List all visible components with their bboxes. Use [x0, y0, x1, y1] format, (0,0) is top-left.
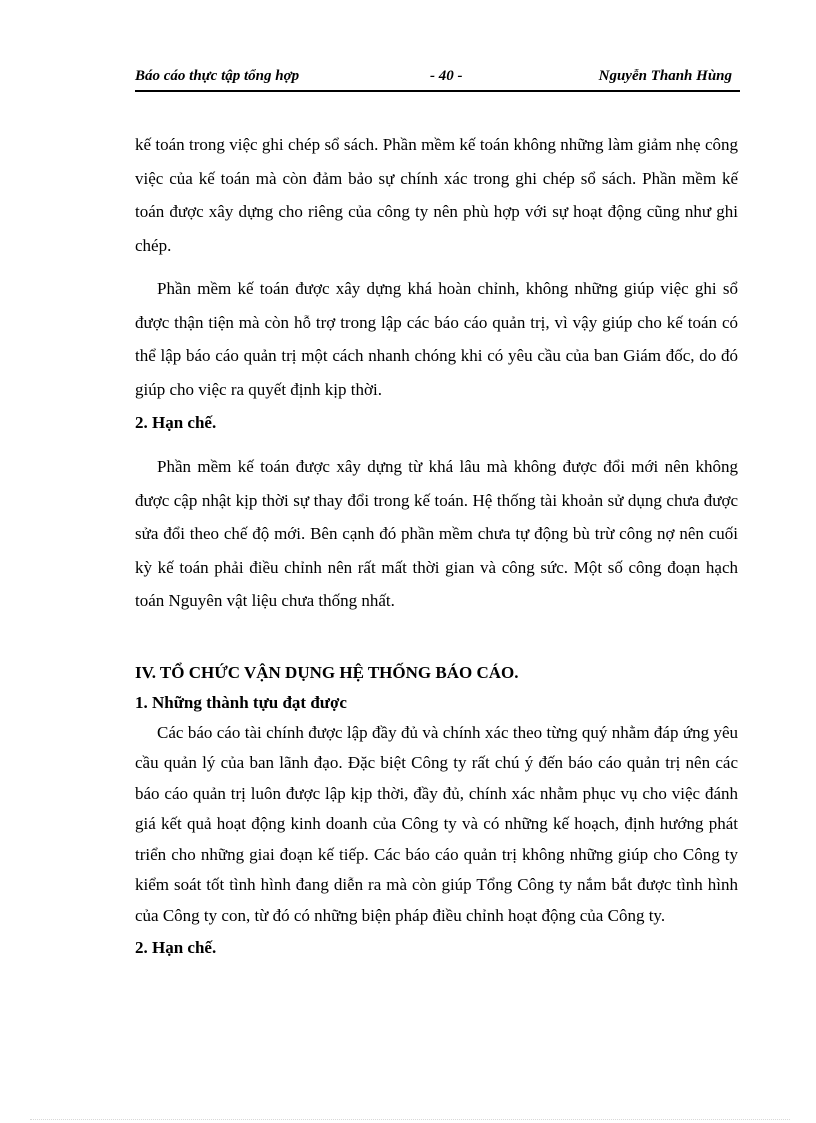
page-bottom-border — [30, 1119, 790, 1120]
page-header — [135, 66, 740, 92]
section-heading-reporting-system: IV. TỔ CHỨC VẬN DỤNG HỆ THỐNG BÁO CÁO. — [135, 662, 519, 682]
paragraph-software-completeness: Phần mềm kế toán được xây dựng khá hoàn chỉnh, không những giúp việc ghi sổ được thận tiện mà còn hỗ trợ trong lập các báo cáo quản trị, vì vậy giúp cho kế toán có thể lập báo cáo quản trị một cách nhanh chóng khi có yêu cầu của ban Giám đốc, do đó giúp cho việc ra quyết định kịp thời. — [135, 279, 738, 399]
heading-achievements: 1. Những thành tựu đạt được — [135, 692, 347, 712]
header-author: Nguyễn Thanh Hùng — [598, 68, 732, 84]
heading-limitations-1: 2. Hạn chế. — [135, 413, 217, 432]
header-report-title: Báo cáo thực tập tổng hợp — [135, 68, 300, 84]
paragraph-software-limitations: Phần mềm kế toán được xây dựng từ khá lâu mà không được đổi mới nên không được cập nhật kịp thời sự thay đổi trong kế toán. Hệ thống tài khoản sử dụng chưa được sửa đổi theo chế độ mới. Bên cạnh đó phần mềm chưa tự động bù trừ công nợ nên cuối kỳ kế toán phải điều chỉnh nên rất mất thời gian và công sức. Một số công đoạn hạch toán Nguyên vật liệu chưa thống nhất. — [135, 457, 738, 610]
header-page-number: - 40 - — [430, 68, 463, 84]
page-body — [135, 128, 738, 964]
heading-limitations-2: 2. Hạn chế. — [135, 938, 217, 957]
paragraph-report-achievements: Các báo cáo tài chính được lập đầy đủ và chính xác theo từng quý nhằm đáp ứng yêu cầu quản lý của ban lãnh đạo. Đặc biệt Công ty rất chú ý đến báo cáo quản trị nên các báo cáo quản trị luôn được lập kịp thời, đầy đủ, chính xác nhằm phục vụ cho việc đánh giá kết quả hoạt động kinh doanh của Công ty và có những kế hoạch, định hướng phát triển cho những giai đoạn kế tiếp. Các báo cáo quản trị không những giúp cho Công ty kiểm soát tốt tình hình đang diễn ra mà còn giúp Tổng Công ty nắm bắt được tình hình của Công ty con, từ đó có những biện pháp điều chỉnh hoạt động của Công ty. — [135, 722, 738, 925]
paragraph-accounting-software-benefits: kế toán trong việc ghi chép sổ sách. Phần mềm kế toán không những làm giảm nhẹ công việc của kế toán mà còn đảm bảo sự chính xác trong ghi chép sổ sách. Phần mềm kế toán được xây dựng cho riêng của công ty nên phù hợp với sự hoạt động cũng như ghi chép. — [135, 135, 738, 255]
